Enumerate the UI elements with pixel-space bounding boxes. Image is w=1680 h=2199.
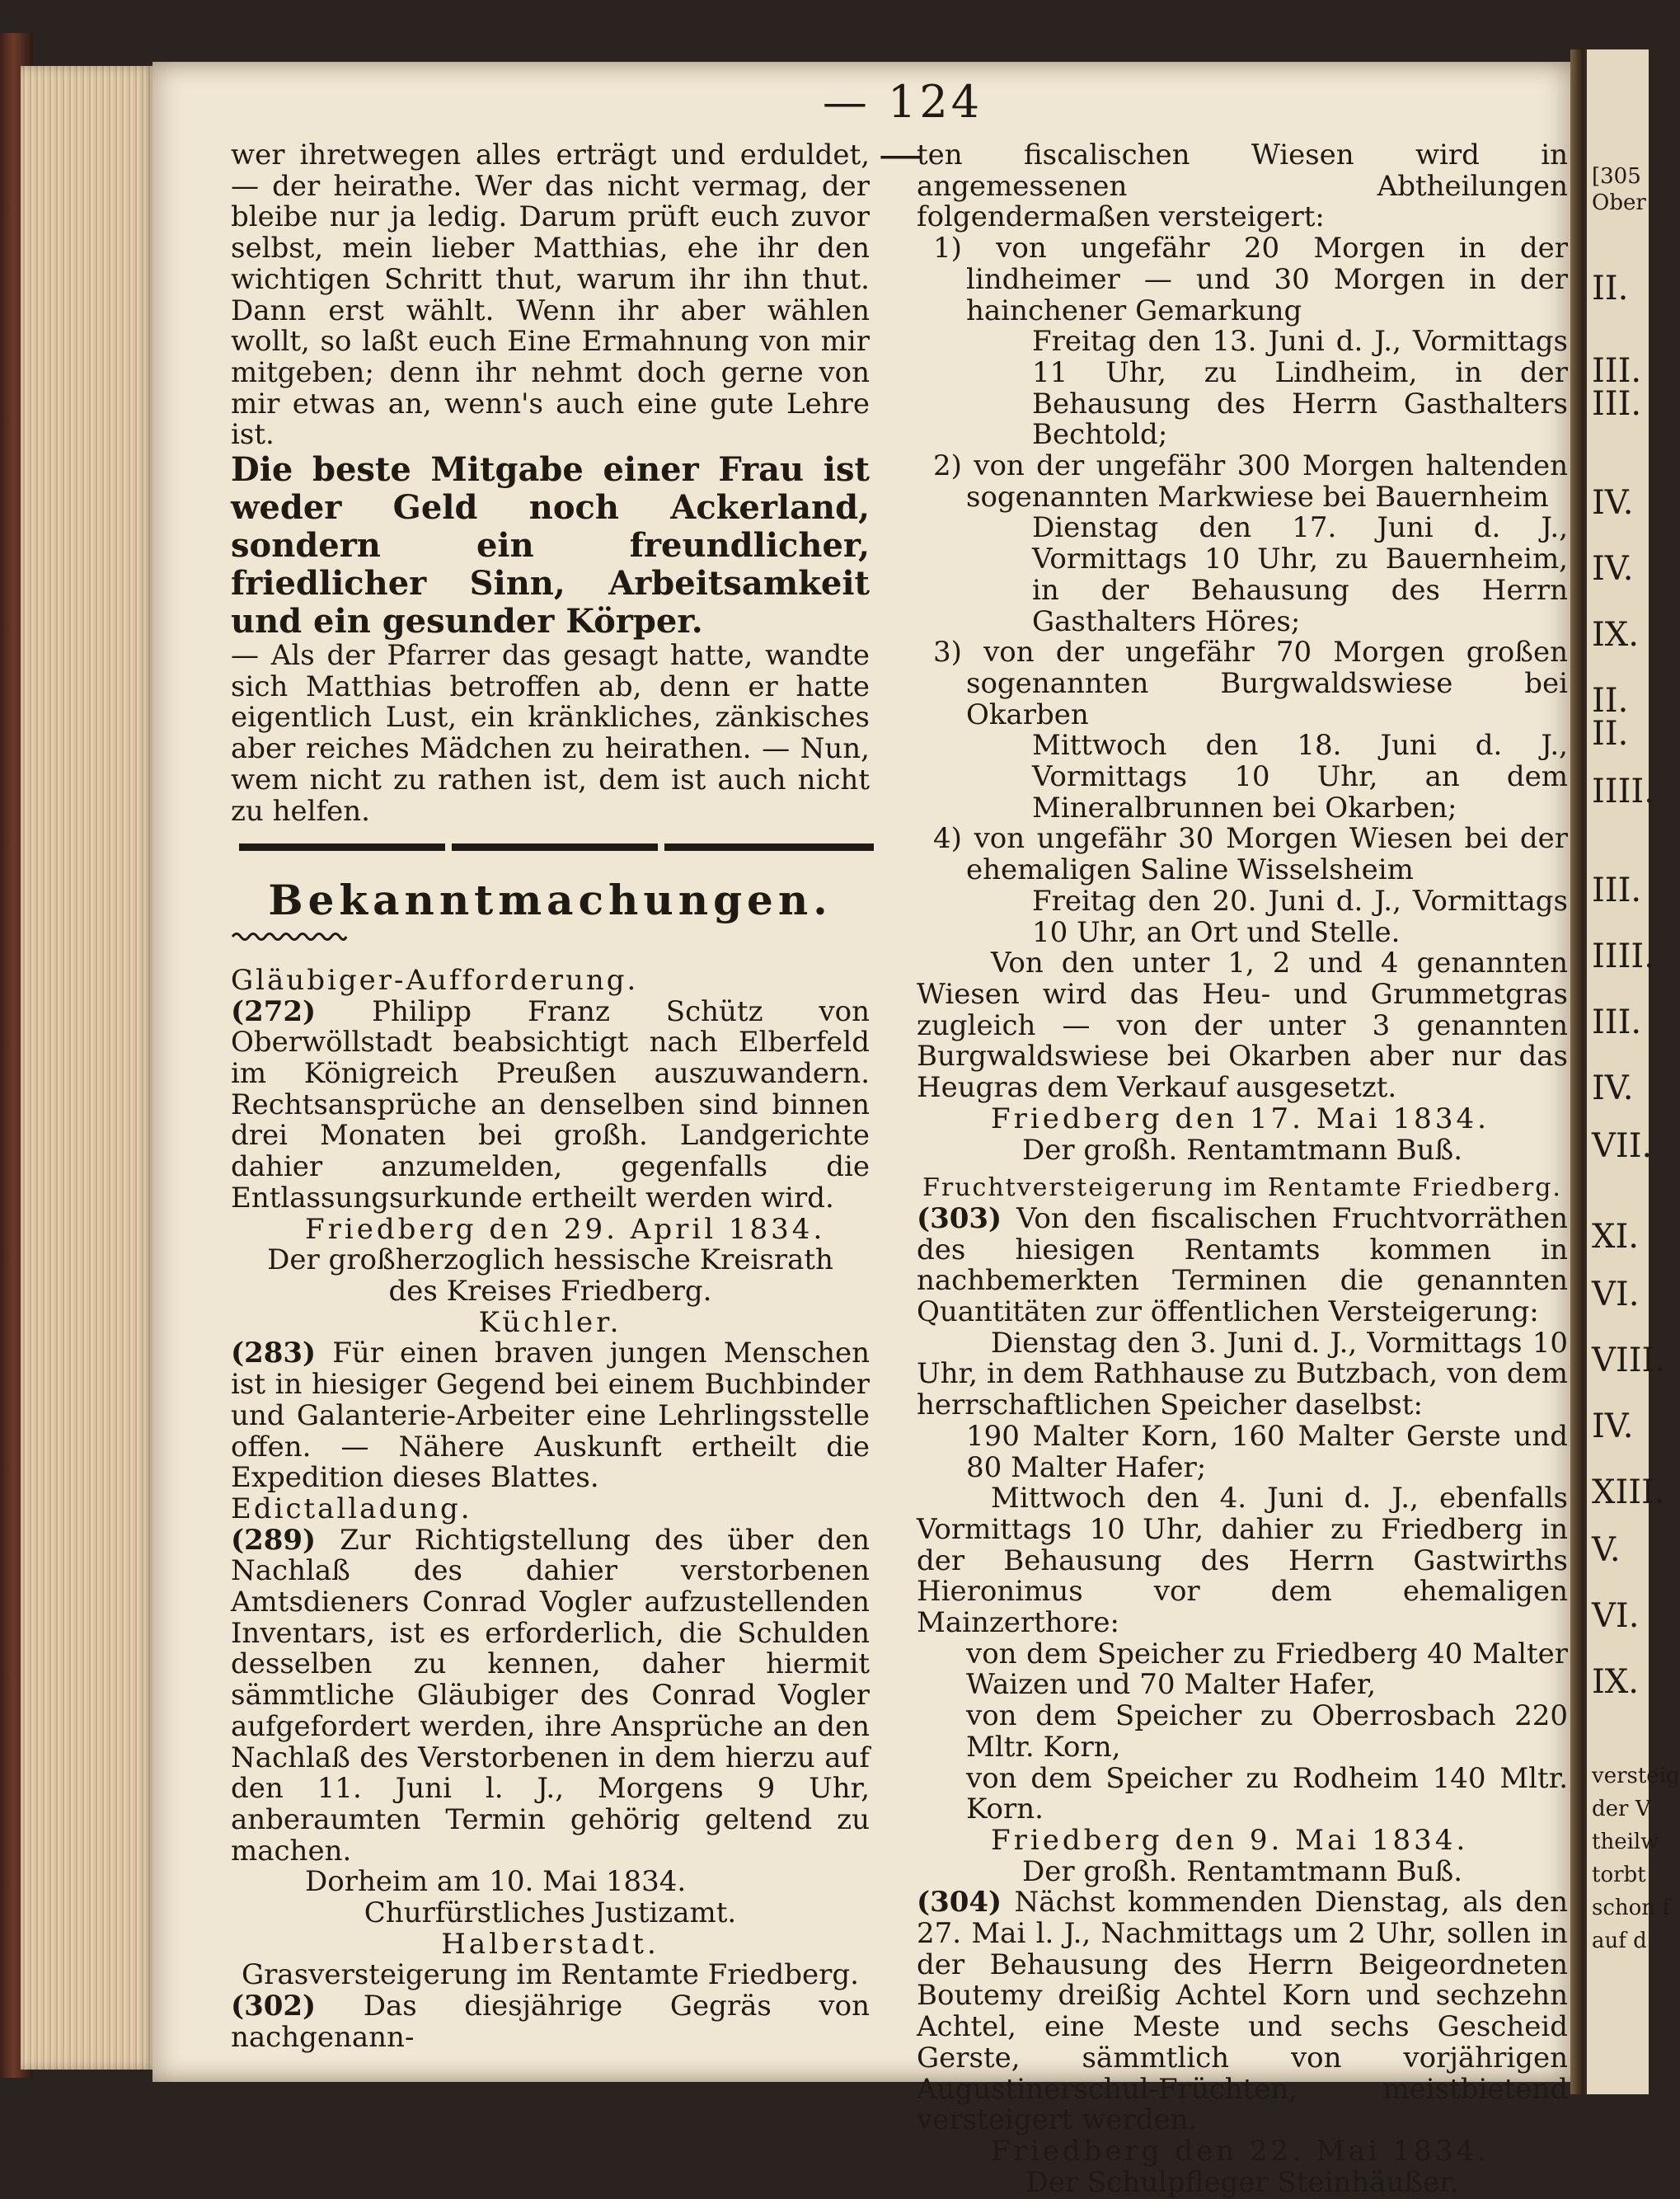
next-page-line: XI.	[1592, 1218, 1639, 1256]
next-page-line: versteig	[1592, 1764, 1680, 1788]
next-page-line: IIII.	[1592, 773, 1654, 811]
next-page-line: VI.	[1592, 1276, 1640, 1313]
next-page-line: [305	[1592, 164, 1641, 189]
notice-272	[231, 994, 870, 1215]
notice-date: Friedberg den 22. Mai 1834.	[991, 2135, 1490, 2168]
notice-number: (272)	[231, 994, 317, 1028]
notice-289	[231, 1525, 870, 1868]
next-page-line: III.	[1592, 1003, 1642, 1041]
notice-text: Nächst kommenden Dienstag, als den 27. Mai l. J., Nachmittags um 2 Uhr, sollen in der Behausung des Herrn Beigeordneten Boutemy dreißig Achtel Korn und sechzehn Achtel, eine Meste und sechs Gescheid Gerste, sämmtlich von vorjährigen Augustinerschul-Früchten, meistbietend versteigert werden.	[917, 1886, 1568, 2137]
notice-number: (283)	[231, 1337, 317, 1370]
next-page-line: IV.	[1592, 1407, 1634, 1445]
notice-text: Zur Richtigstellung des über den Nachlaß des dahier verstorbenen Amtsdieners Conrad Vogler aufzustellenden Inventars, ist es erforderlich, die Schulden desselben zu kennen, daher hiermit sämmtliche Gläubiger des Conrad Vogler aufgefordert werden, ihre Ansprüche an den Nachlaß des Verstorbenen in dem hierzu auf den 11. Juni l. J., Morgens 9 Uhr, anberaumten Termin gehörig geltend zu machen.	[231, 1523, 870, 1868]
notice-signature: Der großh. Rentamtmann Buß.	[1021, 1133, 1463, 1167]
notice-signature: Der großherzoglich hessische Kreisrath	[267, 1243, 833, 1277]
notice-date: Friedberg den 9. Mai 1834.	[991, 1823, 1469, 1857]
story-paragraph: wer ihretwegen alles erträgt und erduldet, — der heirathe. Wer das nicht vermag, der bleibe nur ja ledig. Darum prüft euch zuvor selbst, mein lieber Matthias, ehe ihr den wichtigen Schritt thut, warum ihr ihn thut. Dann erst wählt. Wenn ihr aber wählen wollt, so laßt euch Eine Ermahnung von mir mitgeben; denn ihr nehmt doch gerne von mir etwas an, wenn's auch eine gute Lehre ist.	[231, 139, 870, 452]
section-heading: Bekanntmachungen.	[268, 876, 833, 925]
item-text: von der ungefähr 300 Morgen haltenden sogenannten Markwiese bei Bauernheim	[966, 449, 1568, 514]
notice-text: Philipp Franz Schütz von Oberwöllstadt beabsichtigt nach Elberfeld im Königreich Preußen auszuwandern. Rechtsansprüche an denselben sind binnen drei Monaten bei großh. Landgerichte dahier anzumelden, gegenfalls die Entlassungsurkunde ertheilt werden wird.	[231, 994, 870, 1215]
next-page-line: II.	[1592, 270, 1629, 308]
notice-date: Friedberg den 17. Mai 1834.	[991, 1102, 1490, 1135]
next-page-line: V.	[1592, 1531, 1621, 1569]
notice-signature: Halberstadt.	[441, 1927, 659, 1961]
notice-text: Das diesjährige Gegräs von nachgenann-	[231, 1990, 870, 2054]
auction-item-time: Freitag den 20. Juni d. J., Vormittags 10 Uhr, an Ort und Stelle.	[1032, 884, 1568, 949]
next-page-line: II.	[1592, 682, 1629, 720]
next-page-line: der V	[1592, 1797, 1651, 1821]
notice-302	[231, 1991, 870, 2053]
item-text: von der ungefähr 70 Morgen großen sogenannten Burgwaldswiese bei Okarben	[966, 636, 1568, 731]
notice-signature: Der Schulpfleger Steinhäußer.	[1025, 2165, 1459, 2199]
notice-text: Von den unter 1, 2 und 4 genannten Wiesen wird das Heu- und Grummetgras zugleich — von der unter 3 genannten Burgwaldswiese bei Okarben aber nur das Heugras dem Verkauf ausgesetzt.	[917, 947, 1568, 1105]
item-number: 4)	[933, 822, 962, 856]
auction-item-time: Mittwoch den 18. Juni d. J., Vormittags 10 Uhr, an dem Mineralbrunnen bei Okarben;	[1032, 729, 1568, 825]
next-page-line: Ober	[1592, 190, 1646, 215]
next-page-line: IIII.	[1592, 937, 1654, 975]
item-number: 3)	[933, 636, 962, 670]
auction-item-time: Dienstag den 17. Juni d. J., Vormittags 10 Uhr, zu Bauernheim, in der Behausung des Herrn Gasthalters Höres;	[1032, 511, 1568, 638]
notice-title: Gläubiger-Aufforderung.	[231, 963, 639, 997]
notice-number: (304)	[917, 1886, 1002, 1919]
next-page-line: III.	[1592, 352, 1642, 390]
notice-text: Von den fiscalischen Fruchtvorräthen des hiesigen Rentamts kommen in nachbemerkten Terminen die genannten Quantitäten zur öffentlichen Versteigerung:	[917, 1201, 1568, 1329]
notice-signature: des Kreises Friedberg.	[388, 1274, 712, 1308]
notice-signature: Küchler.	[478, 1305, 622, 1339]
notice-303	[917, 1201, 1568, 1329]
notice-text: von dem Speicher zu Friedberg 40 Malter Waizen und 70 Malter Hafer,	[966, 1637, 1568, 1702]
page-block-edges	[21, 66, 157, 2070]
next-page-line: III.	[1592, 872, 1642, 909]
next-page-line: VI.	[1592, 1597, 1640, 1635]
next-page-line: IX.	[1592, 616, 1639, 654]
notice-number: (289)	[231, 1523, 317, 1557]
next-page-line: VIII.	[1592, 1341, 1666, 1379]
next-page-line: auf d	[1592, 1929, 1647, 1953]
notice-signature: Churfürstliches Justizamt.	[364, 1896, 737, 1930]
notice-text: Dienstag den 3. Juni d. J., Vormittags 10 Uhr, in dem Rathhause zu Butzbach, von dem herrschaftlichen Speicher daselbst:	[917, 1326, 1568, 1422]
notice-304	[917, 1887, 1568, 2136]
notice-text: von dem Speicher zu Rodheim 140 Mltr. Korn.	[966, 1761, 1568, 1826]
ornament-wave-icon	[231, 930, 346, 943]
notice-title: Grasversteigerung im Rentamte Friedberg.	[242, 1958, 859, 1992]
notice-date: Dorheim am 10. Mai 1834.	[305, 1865, 687, 1899]
next-page-line: theilw	[1592, 1830, 1659, 1854]
notice-text: von dem Speicher zu Oberrosbach 220 Mltr. Korn,	[966, 1699, 1568, 1764]
notice-283	[231, 1338, 870, 1494]
notice-number: (303)	[917, 1201, 1002, 1235]
notice-text: 190 Malter Korn, 160 Malter Gerste und 80 Malter Hafer;	[966, 1419, 1568, 1484]
notice-date: Friedberg den 29. April 1834.	[305, 1212, 826, 1246]
next-page-line: IV.	[1592, 484, 1634, 522]
notice-number: (302)	[231, 1990, 317, 2023]
notice-title: Fruchtversteigerung im Rentamte Friedberg.	[922, 1173, 1562, 1203]
item-text: von ungefähr 20 Morgen in der lindheimer — und 30 Morgen in der hainchener Gemarkung	[966, 232, 1569, 327]
next-page-line: II.	[1592, 715, 1629, 753]
notice-signature: Der großh. Rentamtmann Buß.	[1021, 1854, 1463, 1888]
next-page-line: III.	[1592, 385, 1642, 423]
next-page-line: IV.	[1592, 1069, 1634, 1107]
next-page-line: schon f	[1592, 1896, 1670, 1920]
story-paragraph: — Als der Pfarrer das gesagt hatte, wandte sich Matthias betroffen ab, denn er hatte eigentlich Lust, ein kränkliches, zänkisches aber reiches Mädchen zu heirathen. — Nun, wem nicht zu rathen ist, dem ist auch nicht zu helfen.	[231, 639, 870, 828]
next-page-fragment	[1587, 49, 1680, 2094]
left-column	[231, 140, 870, 2054]
notice-title: Edictalladung.	[231, 1492, 472, 1525]
auction-item	[917, 451, 1568, 513]
section-divider	[239, 843, 874, 851]
auction-item	[917, 637, 1568, 731]
right-column	[917, 140, 1568, 2198]
notice-continuation: ten fiscalischen Wiesen wird in angemessenen Abtheilungen folgendermaßen versteigert:	[917, 139, 1568, 234]
item-number: 2)	[933, 449, 962, 483]
next-page-line: torbt	[1592, 1863, 1646, 1887]
auction-item	[917, 824, 1568, 886]
auction-item-time: Freitag den 13. Juni d. J., Vormittags 11 Uhr, zu Lindheim, in der Behausung des Herrn Gasthalters Bechtold;	[1032, 325, 1568, 452]
notice-text: Für einen braven jungen Menschen ist in hiesiger Gegend bei einem Buchbinder und Galanterie-Arbeiter eine Lehrlingsstelle offen. — Nähere Auskunft ertheilt die Expedition dieses Blattes.	[231, 1337, 870, 1495]
next-page-line: XIII.	[1592, 1473, 1665, 1511]
next-page-line: IV.	[1592, 550, 1634, 588]
item-number: 1)	[933, 232, 962, 265]
story-emphasis: Die beste Mitgabe einer Frau ist weder Geld noch Ackerland, sondern ein freundlicher, friedlicher Sinn, Arbeitsamkeit und ein gesunder Körper.	[231, 450, 870, 641]
notice-text: Mittwoch den 4. Juni d. J., ebenfalls Vormittags 10 Uhr, dahier zu Friedberg in der Behausung des Herrn Gastwirths Hieronimus vor dem ehemaligen Mainzerthore:	[917, 1482, 1568, 1640]
page-number: — 124 —	[822, 76, 983, 180]
auction-item	[917, 233, 1568, 327]
next-page-line: IX.	[1592, 1663, 1639, 1701]
next-page-line: VII.	[1592, 1127, 1653, 1165]
item-text: von ungefähr 30 Morgen Wiesen bei der ehemaligen Saline Wisselsheim	[966, 822, 1568, 887]
